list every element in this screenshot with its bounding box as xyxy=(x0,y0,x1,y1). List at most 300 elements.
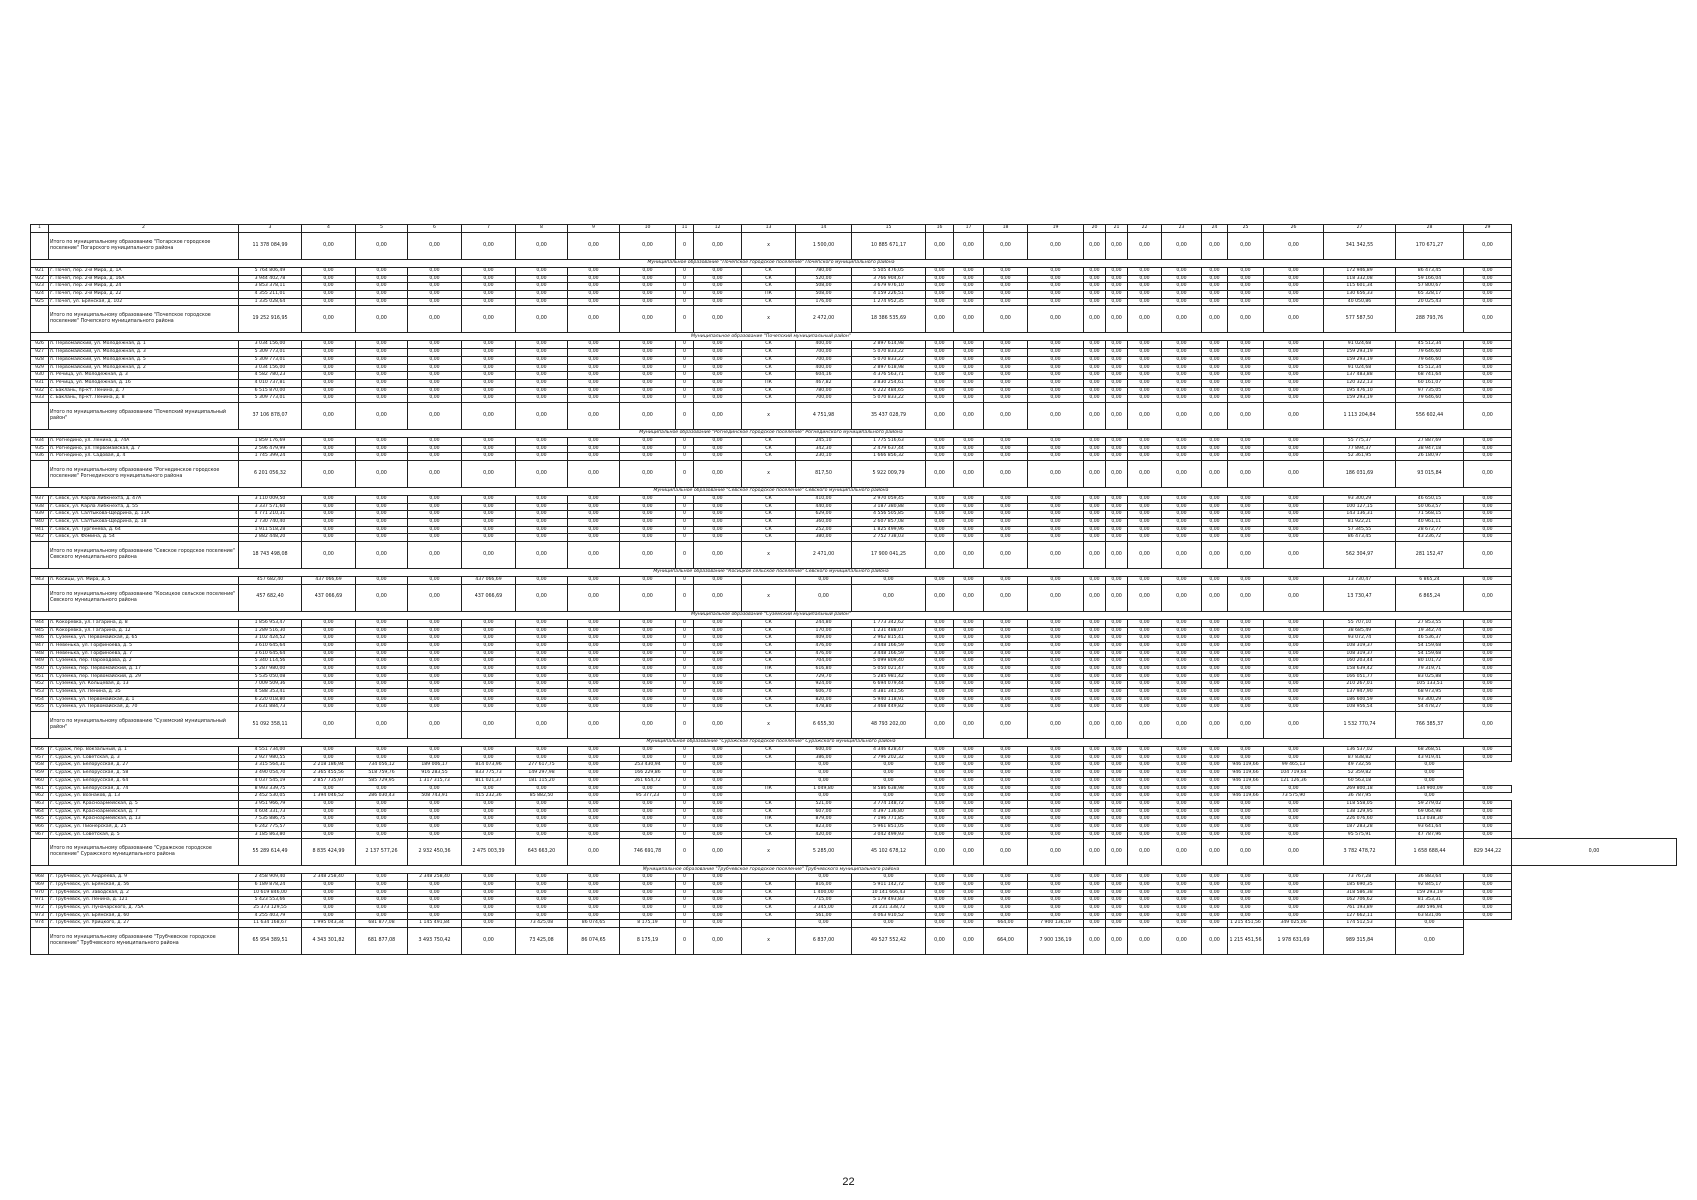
value-cell: 0,00 xyxy=(926,356,954,364)
value-cell: 55 775,37 xyxy=(1324,437,1396,445)
value-cell: 172 946,89 xyxy=(1324,268,1396,276)
value-cell: 0,00 xyxy=(1084,364,1106,372)
address-cell: г. Сураж, ул. Красноармейская, д. 7 xyxy=(49,808,239,816)
value-cell: 0,00 xyxy=(1202,437,1228,445)
value-cell: 160 203,44 xyxy=(1324,658,1396,666)
value-cell: 0 xyxy=(676,519,694,527)
value-cell: 0,00 xyxy=(1028,839,1084,866)
value-cell: 0,00 xyxy=(1084,928,1106,955)
value-cell: 0,00 xyxy=(620,437,676,445)
value-cell: 0,00 xyxy=(568,777,620,785)
value-cell: 0,00 xyxy=(984,496,1028,504)
value-cell: 8 175,19 xyxy=(620,928,676,955)
value-cell: 457 682,40 xyxy=(239,577,302,585)
value-cell: 0,00 xyxy=(926,777,954,785)
value-cell: 4 604 331,73 xyxy=(239,808,302,816)
value-cell: 0,00 xyxy=(620,306,676,333)
row-number-cell: 927 xyxy=(31,349,49,357)
value-cell: 0,00 xyxy=(954,503,984,511)
value-cell: 0,00 xyxy=(1264,445,1324,453)
value-cell: 0,00 xyxy=(408,461,462,488)
value-cell: 0,00 xyxy=(516,503,568,511)
value-cell: 0,00 xyxy=(984,364,1028,372)
value-cell: 0,00 xyxy=(462,754,516,762)
value-cell: 0,00 xyxy=(408,511,462,519)
value-cell: 0,00 xyxy=(1264,511,1324,519)
address-cell: г. Севск, ул. Карла Либкнехта, д. 47А xyxy=(49,496,239,504)
value-cell: 0,00 xyxy=(302,291,356,299)
value-cell: 0,00 xyxy=(694,777,742,785)
value-cell: 0,00 xyxy=(1464,808,1512,816)
value-cell: СК xyxy=(742,897,796,905)
value-cell: 1 145 491,84 xyxy=(408,920,462,928)
value-cell: СК xyxy=(742,372,796,380)
value-cell: 0,00 xyxy=(1106,905,1128,913)
value-cell: 0,00 xyxy=(1396,793,1464,801)
value-cell: 0,00 xyxy=(356,747,408,755)
value-cell: 2 348 258,40 xyxy=(302,874,356,882)
value-cell: 0,00 xyxy=(954,542,984,569)
value-cell: 68 268,51 xyxy=(1396,747,1464,755)
value-cell: 0,00 xyxy=(568,372,620,380)
value-cell: 0 xyxy=(676,905,694,913)
value-cell: 0,00 xyxy=(1202,658,1228,666)
address-cell: г. Трубчевск, ул. Заводская, д. 2 xyxy=(49,889,239,897)
value-cell: 0,00 xyxy=(516,823,568,831)
value-cell: 823,00 xyxy=(796,823,852,831)
value-cell: 0,00 xyxy=(926,635,954,643)
value-cell: 0,00 xyxy=(926,387,954,395)
value-cell: 0 xyxy=(676,689,694,697)
value-cell: 0,00 xyxy=(302,395,356,403)
value-cell: 0,00 xyxy=(1228,496,1264,504)
value-cell: 0,00 xyxy=(302,233,356,260)
value-cell: 0,00 xyxy=(1228,627,1264,635)
value-cell: 0,00 xyxy=(1464,665,1512,673)
address-cell: п. Суземка, ул. Ленина, д. 35 xyxy=(49,689,239,697)
value-cell: 0,00 xyxy=(1464,704,1512,712)
value-cell: 0,00 xyxy=(1162,770,1202,778)
value-cell: 0 xyxy=(676,577,694,585)
value-cell: 0,00 xyxy=(852,874,926,882)
value-cell: 52 361,95 xyxy=(1324,453,1396,461)
value-cell: 0,00 xyxy=(1162,689,1202,697)
address-cell: г. Почеп, пер. 2-й Мира, д. 24 xyxy=(49,283,239,291)
value-cell: 0,00 xyxy=(1264,437,1324,445)
value-cell: 0,00 xyxy=(568,584,620,611)
value-cell: 49 732,56 xyxy=(1324,762,1396,770)
value-cell: 0,00 xyxy=(984,341,1028,349)
value-cell: 0,00 xyxy=(984,673,1028,681)
value-cell: 0,00 xyxy=(1264,831,1324,839)
value-cell: 0,00 xyxy=(1106,831,1128,839)
value-cell: 2 596 479,99 xyxy=(239,445,302,453)
value-cell: 0,00 xyxy=(694,453,742,461)
value-cell: 0,00 xyxy=(568,453,620,461)
value-cell: СК xyxy=(742,800,796,808)
value-cell: 38 685,49 xyxy=(1324,627,1396,635)
value-cell: 0,00 xyxy=(1084,808,1106,816)
value-cell: 5 285,00 xyxy=(796,839,852,866)
value-cell: 0,00 xyxy=(954,364,984,372)
value-cell: 0,00 xyxy=(694,356,742,364)
value-cell: 0,00 xyxy=(926,627,954,635)
value-cell: 0,00 xyxy=(1264,800,1324,808)
row-number-cell: 965 xyxy=(31,816,49,824)
value-cell: 0,00 xyxy=(984,650,1028,658)
value-cell: СК xyxy=(742,534,796,542)
value-cell: 149 297,98 xyxy=(516,770,568,778)
value-cell: 0,00 xyxy=(954,897,984,905)
value-cell: 0 xyxy=(676,823,694,831)
value-cell: 0,00 xyxy=(568,577,620,585)
value-cell: 0,00 xyxy=(620,526,676,534)
value-cell: 0,00 xyxy=(1228,665,1264,673)
value-cell: 0,00 xyxy=(1106,298,1128,306)
value-cell: 0,00 xyxy=(408,298,462,306)
value-cell: 820,00 xyxy=(796,696,852,704)
value-cell: 0,00 xyxy=(926,453,954,461)
value-cell: 0,00 xyxy=(1202,291,1228,299)
value-cell: 0,00 xyxy=(1228,704,1264,712)
value-cell: 0,00 xyxy=(462,275,516,283)
value-cell: 0,00 xyxy=(1084,268,1106,276)
value-cell: 0,00 xyxy=(516,542,568,569)
value-cell: 176,00 xyxy=(796,298,852,306)
column-number-cell: 6 xyxy=(408,225,462,233)
value-cell: 244,80 xyxy=(796,619,852,627)
value-cell: 0,00 xyxy=(1264,283,1324,291)
address-cell: г. Трубчевск, ул. Луначарского, д. 75А xyxy=(49,905,239,913)
value-cell: 0,00 xyxy=(1202,793,1228,801)
value-cell: 0,00 xyxy=(620,496,676,504)
value-cell: 5 505 476,05 xyxy=(852,268,926,276)
value-cell: 0,00 xyxy=(620,619,676,627)
value-cell: 0,00 xyxy=(1162,283,1202,291)
value-cell: 0,00 xyxy=(462,619,516,627)
subtotal-row xyxy=(31,306,1677,333)
value-cell: 0,00 xyxy=(1128,874,1162,882)
value-cell: 0,00 xyxy=(1084,642,1106,650)
value-cell: 0,00 xyxy=(1128,534,1162,542)
value-cell: 68 973,95 xyxy=(1396,689,1464,697)
value-cell: 19 342,74 xyxy=(1396,627,1464,635)
value-cell: 1 500,00 xyxy=(796,233,852,260)
value-cell: 0,00 xyxy=(926,349,954,357)
value-cell: 0,00 xyxy=(1464,275,1512,283)
value-cell: 0,00 xyxy=(1396,770,1464,778)
value-cell: 0,00 xyxy=(620,704,676,712)
value-cell: 0,00 xyxy=(408,816,462,824)
value-cell: 0,00 xyxy=(408,437,462,445)
value-cell: 0,00 xyxy=(954,882,984,890)
value-cell xyxy=(742,793,796,801)
value-cell: 0,00 xyxy=(926,511,954,519)
value-cell: 0,00 xyxy=(694,808,742,816)
address-cell: п. Рогнедино, ул. Садовая, д. 4 xyxy=(49,453,239,461)
value-cell: 0,00 xyxy=(954,519,984,527)
value-cell: 0 xyxy=(676,349,694,357)
table-row xyxy=(31,912,1677,920)
value-cell: 0,00 xyxy=(1106,275,1128,283)
value-cell: 0,00 xyxy=(1202,619,1228,627)
value-cell: 0,00 xyxy=(620,341,676,349)
value-cell: 174 512,53 xyxy=(1324,920,1396,928)
value-cell: 0,00 xyxy=(620,395,676,403)
value-cell: 0,00 xyxy=(1084,584,1106,611)
value-cell: 0,00 xyxy=(694,905,742,913)
value-cell: 0,00 xyxy=(926,712,954,739)
value-cell: 0,00 xyxy=(1228,635,1264,643)
value-cell: 1 911 518,28 xyxy=(239,526,302,534)
value-cell: 0,00 xyxy=(620,584,676,611)
value-cell: 0,00 xyxy=(984,372,1028,380)
value-cell: 162 706,62 xyxy=(1324,897,1396,905)
value-cell: 5 309 773,01 xyxy=(239,395,302,403)
value-cell: 0,00 xyxy=(1202,905,1228,913)
value-cell: 0,00 xyxy=(926,519,954,527)
value-cell: СК xyxy=(742,619,796,627)
value-cell: 0,00 xyxy=(1106,823,1128,831)
value-cell: 0,00 xyxy=(568,754,620,762)
value-cell: 137 947,90 xyxy=(1324,689,1396,697)
value-cell: 0,00 xyxy=(1464,445,1512,453)
value-cell: 0,00 xyxy=(1464,511,1512,519)
value-cell: 1 231 488,07 xyxy=(852,627,926,635)
column-number-cell: 29 xyxy=(1464,225,1512,233)
address-cell: Итого по муниципальному образованию "Трубчевское городское поселение" Трубчевского муниципального района xyxy=(49,928,239,955)
value-cell: 349 025,06 xyxy=(1264,920,1324,928)
value-cell: 0 xyxy=(676,461,694,488)
value-cell: 0,00 xyxy=(620,233,676,260)
value-cell: 0,00 xyxy=(1128,542,1162,569)
value-cell: 0,00 xyxy=(954,754,984,762)
value-cell: 0,00 xyxy=(1106,503,1128,511)
value-cell: 0,00 xyxy=(1106,762,1128,770)
value-cell: 4 556 505,85 xyxy=(852,511,926,519)
value-cell: ПК xyxy=(742,816,796,824)
value-cell: 0,00 xyxy=(516,704,568,712)
value-cell: 0,00 xyxy=(1084,627,1106,635)
value-cell: 0,00 xyxy=(954,650,984,658)
value-cell: СК xyxy=(742,364,796,372)
value-cell: 40 961,11 xyxy=(1396,519,1464,527)
value-cell: 0,00 xyxy=(984,584,1028,611)
value-cell: 0,00 xyxy=(1202,364,1228,372)
value-cell: 0,00 xyxy=(984,379,1028,387)
value-cell: 0,00 xyxy=(1202,379,1228,387)
table-row xyxy=(31,777,1677,785)
value-cell: 0,00 xyxy=(694,785,742,793)
value-cell: 0,00 xyxy=(568,642,620,650)
value-cell: 0,00 xyxy=(620,635,676,643)
value-cell: 400,00 xyxy=(796,364,852,372)
value-cell: 0,00 xyxy=(568,233,620,260)
value-cell: 0 xyxy=(676,356,694,364)
value-cell: 0,00 xyxy=(694,882,742,890)
address-cell: г. Сураж, ул. Вознаков, д. 13 xyxy=(49,793,239,801)
value-cell: 0,00 xyxy=(1228,453,1264,461)
value-cell: 0,00 xyxy=(1128,747,1162,755)
address-cell: г. Севск, ул. Салтыкова-Щедрина, д. 13А xyxy=(49,511,239,519)
value-cell: 0,00 xyxy=(620,882,676,890)
row-number-cell: 931 xyxy=(31,379,49,387)
value-cell: 0,00 xyxy=(1228,291,1264,299)
value-cell: 0,00 xyxy=(356,642,408,650)
value-cell: 415 232,36 xyxy=(462,793,516,801)
value-cell: 0,00 xyxy=(1028,349,1084,357)
value-cell: 0,00 xyxy=(1084,275,1106,283)
value-cell: 0,00 xyxy=(568,283,620,291)
value-cell: 0,00 xyxy=(1202,747,1228,755)
value-cell: 0,00 xyxy=(1162,816,1202,824)
value-cell: 4 771 210,31 xyxy=(239,511,302,519)
value-cell: 0,00 xyxy=(954,461,984,488)
value-cell: 186 031,69 xyxy=(1324,461,1396,488)
value-cell: 0,00 xyxy=(954,665,984,673)
value-cell: 0,00 xyxy=(1128,275,1162,283)
value-cell: 60 563,18 xyxy=(1324,777,1396,785)
value-cell: 0,00 xyxy=(516,747,568,755)
value-cell: 410,00 xyxy=(796,496,852,504)
value-cell: 2 472,00 xyxy=(796,306,852,333)
value-cell: 6 694 079,44 xyxy=(852,681,926,689)
value-cell: 0,00 xyxy=(1202,298,1228,306)
value-cell: 2 458 909,40 xyxy=(239,874,302,882)
value-cell: 0,00 xyxy=(954,453,984,461)
value-cell: 0,00 xyxy=(954,642,984,650)
value-cell: 0,00 xyxy=(568,816,620,824)
value-cell: 4 551 734,00 xyxy=(239,747,302,755)
value-cell: 0,00 xyxy=(1464,534,1512,542)
value-cell: 93 641,64 xyxy=(1396,823,1464,831)
table-row xyxy=(31,364,1677,372)
table-row xyxy=(31,770,1677,778)
value-cell: 0,00 xyxy=(1464,673,1512,681)
value-cell: 0,00 xyxy=(1202,696,1228,704)
value-cell: 0,00 xyxy=(356,298,408,306)
value-cell: 0,00 xyxy=(694,268,742,276)
value-cell: 0,00 xyxy=(1028,496,1084,504)
value-cell: 0,00 xyxy=(568,882,620,890)
value-cell: 5 287 980,00 xyxy=(239,665,302,673)
value-cell: 3 493 750,42 xyxy=(408,928,462,955)
value-cell: 0,00 xyxy=(1264,341,1324,349)
value-cell: 0 xyxy=(676,372,694,380)
value-cell: 0,00 xyxy=(984,306,1028,333)
row-number-cell: 967 xyxy=(31,831,49,839)
value-cell: СК xyxy=(742,283,796,291)
value-cell: 0,00 xyxy=(796,793,852,801)
value-cell: СК xyxy=(742,526,796,534)
value-cell: 7 196 771,85 xyxy=(852,816,926,824)
value-cell: 81 353,31 xyxy=(1396,897,1464,905)
value-cell: 0,00 xyxy=(694,526,742,534)
value-cell: 0,00 xyxy=(954,696,984,704)
value-cell: СК xyxy=(742,696,796,704)
value-cell: 0,00 xyxy=(1202,920,1228,928)
value-cell: 0,00 xyxy=(1464,712,1512,739)
value-cell: 0,00 xyxy=(1028,268,1084,276)
value-cell: 52 359,82 xyxy=(1324,770,1396,778)
value-cell: 0,00 xyxy=(568,793,620,801)
value-cell: 0,00 xyxy=(1084,298,1106,306)
address-cell: Итого по муниципальному образованию "Косицкое сельское поселение" Севского муниципального района xyxy=(49,584,239,611)
value-cell: 0,00 xyxy=(1128,823,1162,831)
value-cell: 0,00 xyxy=(516,650,568,658)
value-cell: 0,00 xyxy=(694,920,742,928)
value-cell: 0,00 xyxy=(1264,372,1324,380)
section-header-row xyxy=(31,569,1677,577)
value-cell: 5 911 142,72 xyxy=(852,882,926,890)
value-cell: 817,50 xyxy=(796,461,852,488)
value-cell: 0,00 xyxy=(1264,689,1324,697)
value-cell: 0,00 xyxy=(984,696,1028,704)
value-cell: 2 471,00 xyxy=(796,542,852,569)
column-number-cell: 8 xyxy=(516,225,568,233)
value-cell: 0,00 xyxy=(568,511,620,519)
value-cell: 0,00 xyxy=(1084,785,1106,793)
value-cell: 0,00 xyxy=(1128,437,1162,445)
value-cell: 0,00 xyxy=(1162,534,1202,542)
row-number-cell: 938 xyxy=(31,503,49,511)
value-cell: 0,00 xyxy=(1464,897,1512,905)
value-cell: 3 774 148,72 xyxy=(852,800,926,808)
value-cell: 0,00 xyxy=(1084,379,1106,387)
value-cell: 0,00 xyxy=(620,402,676,429)
value-cell: 0,00 xyxy=(954,762,984,770)
value-cell: 0,00 xyxy=(1106,897,1128,905)
value-cell: СК xyxy=(742,349,796,357)
address-cell: г. Почеп, пер. 2-й Мира, д. 1А xyxy=(49,268,239,276)
value-cell: 0,00 xyxy=(954,912,984,920)
value-cell: 0,00 xyxy=(1106,461,1128,488)
table-row xyxy=(31,905,1677,913)
value-cell: 0,00 xyxy=(926,665,954,673)
value-cell: 360,00 xyxy=(796,519,852,527)
value-cell: 8 993 339,75 xyxy=(239,785,302,793)
value-cell: 0,00 xyxy=(1162,275,1202,283)
value-cell: 0 xyxy=(676,268,694,276)
value-cell: 0,00 xyxy=(1464,831,1512,839)
value-cell: 0,00 xyxy=(984,356,1028,364)
value-cell: 0,00 xyxy=(954,831,984,839)
value-cell: 0,00 xyxy=(462,437,516,445)
value-cell: 0,00 xyxy=(462,823,516,831)
value-cell: 127 662,11 xyxy=(1324,912,1396,920)
value-cell: 0,00 xyxy=(568,785,620,793)
value-cell: 0,00 xyxy=(1228,831,1264,839)
value-cell: 79 646,60 xyxy=(1396,356,1464,364)
row-number-cell: 957 xyxy=(31,754,49,762)
value-cell: 0,00 xyxy=(694,349,742,357)
value-cell: 0,00 xyxy=(462,379,516,387)
value-cell: 0,00 xyxy=(1084,387,1106,395)
value-cell: 0,00 xyxy=(1162,542,1202,569)
value-cell: 0,00 xyxy=(568,635,620,643)
value-cell: 0,00 xyxy=(1202,627,1228,635)
value-cell: 0,00 xyxy=(568,306,620,333)
value-cell: 0,00 xyxy=(984,912,1028,920)
value-cell: 0,00 xyxy=(1228,816,1264,824)
value-cell: 0,00 xyxy=(462,642,516,650)
value-cell: 0 xyxy=(676,808,694,816)
value-cell: 59 279,02 xyxy=(1396,800,1464,808)
section-header-row xyxy=(31,611,1677,619)
value-cell: 0 xyxy=(676,526,694,534)
value-cell: 833 775,73 xyxy=(462,770,516,778)
value-cell: 0,00 xyxy=(1084,839,1106,866)
